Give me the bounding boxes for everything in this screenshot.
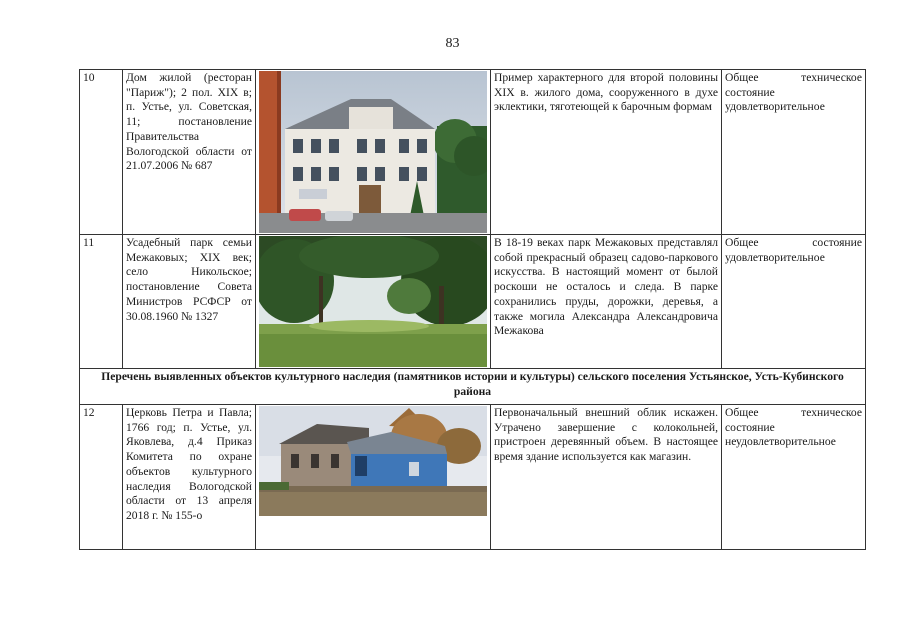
object-state: Общее техническое состояние неудовлетворительное: [722, 405, 866, 550]
object-state: Общее состояние удовлетворительное: [722, 235, 866, 369]
table-row: [80, 405, 866, 550]
object-description: В 18-19 веках парк Межаковых представлял собой прекрасный образец садово-паркового искусства. В настоящий момент от былой роскоши не осталось и следа. В парке сохранились пруды, дорожки, деревья, а также могила Александра Александровича Межакова: [491, 235, 722, 369]
table-row: [80, 235, 866, 369]
church-photo: [259, 406, 487, 516]
object-state: Общее техническое состояние удовлетворительное: [722, 70, 866, 235]
object-photo-cell: [256, 235, 491, 369]
object-description: Пример характерного для второй половины XIX в. жилого дома, сооруженного в духе эклектики, тяготеющей к барочным формам: [491, 70, 722, 235]
section-header-row: [80, 369, 866, 405]
row-number: 11: [80, 235, 123, 369]
heritage-objects-table: [79, 69, 866, 550]
section-header: Перечень выявленных объектов культурного наследия (памятников истории и культуры) сельского поселения Устьянское, Усть-Кубинского района: [80, 369, 866, 405]
row-number: 10: [80, 70, 123, 235]
object-description: Первоначальный внешний облик искажен. Утрачено завершение с колокольней, пристроен деревянный объем. В настоящее время здание используется как магазин.: [491, 405, 722, 550]
object-photo-cell: [256, 405, 491, 550]
object-name: Дом жилой (ресторан "Париж"); 2 пол. XIX в; п. Устье, ул. Советская, 11; постановление Правительства Вологодской области от 21.07.2006 № 687: [123, 70, 256, 235]
page-number: 83: [445, 36, 460, 51]
row-number: 12: [80, 405, 123, 550]
restaurant-building-photo: [259, 71, 487, 233]
object-name: Церковь Петра и Павла; 1766 год; п. Устье, ул. Яковлева, д.4 Приказ Комитета по охране объектов культурного наследия Вологодской области от 13 апреля 2018 г. № 155-о: [123, 405, 256, 550]
object-photo-cell: [256, 70, 491, 235]
object-name: Усадебный парк семьи Межаковых; XIX век; село Никольское; постановление Совета Министров РСФСР от 30.08.1960 № 1327: [123, 235, 256, 369]
manor-park-photo: [259, 236, 487, 367]
table-row: [80, 70, 866, 235]
